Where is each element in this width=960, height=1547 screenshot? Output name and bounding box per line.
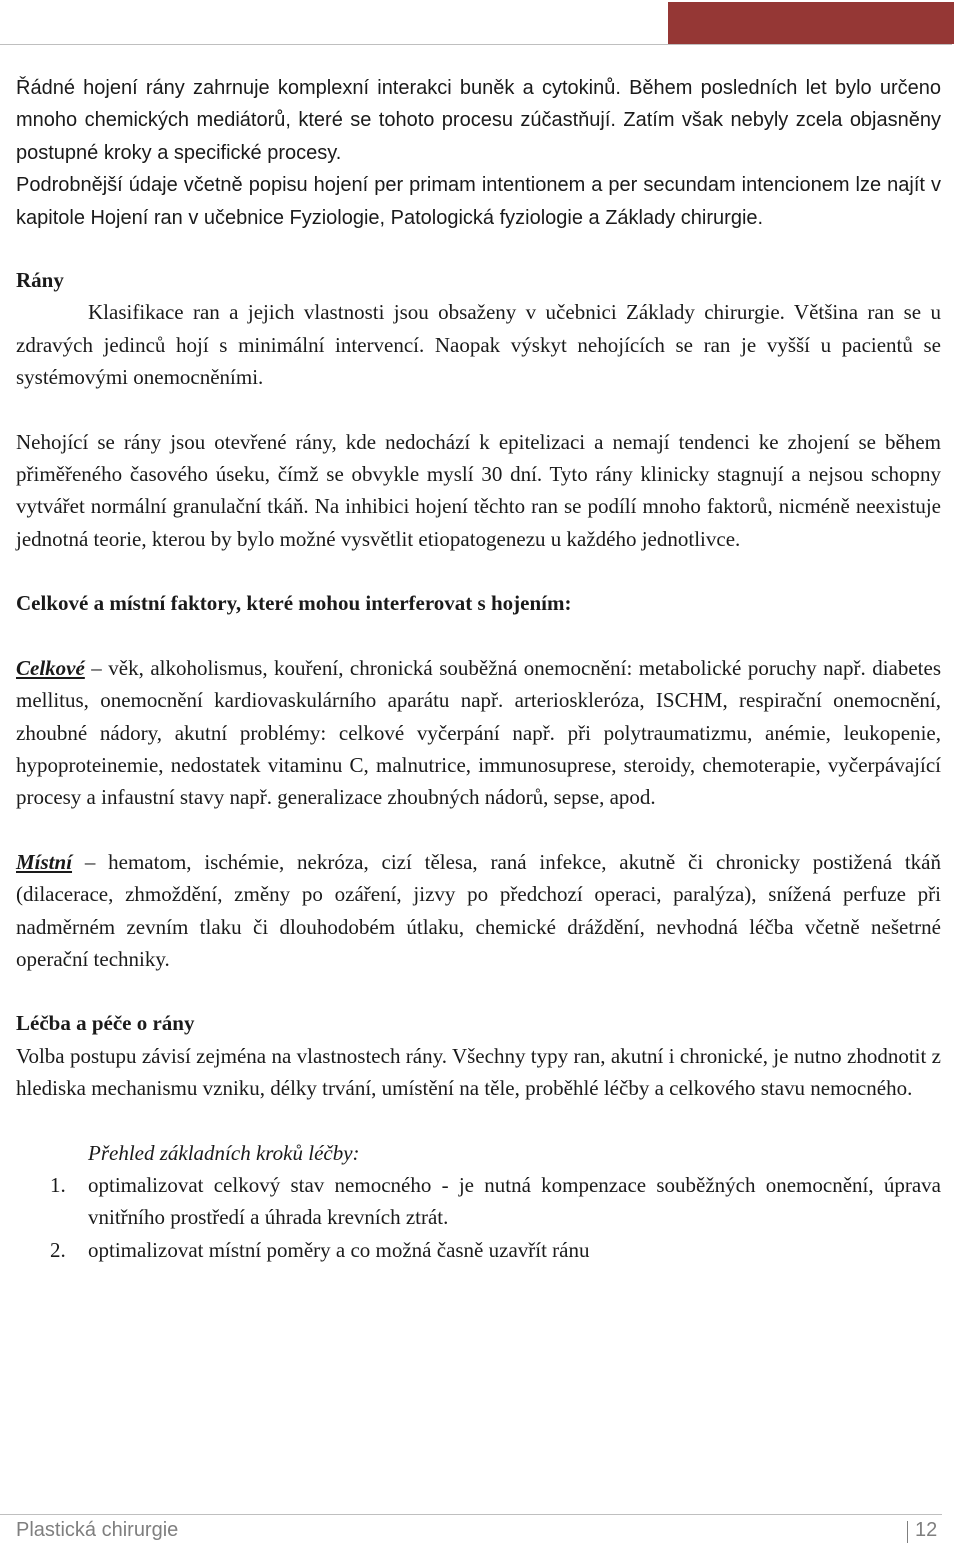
section-heading-faktory: Celkové a místní faktory, které mohou interferovat s hojením: — [16, 591, 572, 616]
footer-rule — [0, 1514, 942, 1515]
page-number: 12 — [915, 1519, 938, 1541]
nehojici-paragraph: Nehojící se rány jsou otevřené rány, kde nedochází k epitelizaci a nemají tendenci ke zhojení se během přiměřeného časového úseku, čímž se obvykle myslí 30 dní. Tyto rány klinicky stagnují a nejsou schopny vytvářet normální granulační tkáň. Na inhibici hojení těchto ran se podílí mnoho faktorů, nicméně neexistuje jednotná teorie, kterou by bylo možné vysvětlit etiopatogenezu u každého jednotlivce. — [16, 429, 941, 551]
rany-paragraph: Klasifikace ran a jejich vlastnosti jsou obsaženy v učebnici Základy chirurgie. Většina ran se u zdravých jedinců hojí s minimální intervencí. Naopak výskyt nehojících se ran je vyšší u pacientů se systémovými onemocněními. — [16, 300, 941, 390]
steps-list — [16, 1169, 941, 1266]
list-item-text: optimalizovat místní poměry a co možná časně uzavřít ránu — [88, 1237, 590, 1262]
mistni-text: – hematom, ischémie, nekróza, cizí tělesa, raná infekce, akutně či chronicky postižená tkáň (dilacerace, zhmoždění, změny po ozáření, jizvy po předchozí operaci, paralýza), snížená perfuze při nadměrném zevním tlaku či dlouhodobém útlaku, chemické dráždění, nevhodná léčba včetně nešetrné operační techniky. — [16, 849, 941, 971]
intro-details-paragraph: Podrobnější údaje včetně popisu hojení per primam intentionem a per secundam intencionem lze najít v kapitole Hojení ran v učebnice Fyziologie, Patologická fyziologie a Základy chirurgie. — [16, 174, 941, 229]
celkove-paragraph — [16, 652, 941, 814]
page-content — [16, 72, 941, 1266]
header-rule — [0, 44, 952, 45]
list-item-number: 1. — [50, 1172, 66, 1197]
header-accent-block — [668, 2, 954, 44]
list-item-number: 2. — [50, 1237, 66, 1262]
lecba-paragraph: Volba postupu závisí zejména na vlastnostech rány. Všechny typy ran, akutní i chronické, je nutno zhodnotit z hlediska mechanismu vzniku, délky trvání, umístění na těle, proběhlé léčby a celkového stavu nemocného. — [16, 1043, 941, 1101]
intro-paragraph: Řádné hojení rány zahrnuje komplexní interakci buněk a cytokinů. Během posledních let bylo určeno mnoho chemických mediátorů, které se tohoto procesu zúčastňují. Zatím však nebyly zcela objasněny postupné kroky a specifické procesy. — [16, 77, 941, 164]
celkove-text: – věk, alkoholismus, kouření, chronická souběžná onemocnění: metabolické poruchy např. diabetes mellitus, onemocnění kardiovaskulárního aparátu např. arterioskleróza, ISCHM, respirační onemocnění, zhoubné nádory, akutní problémy: celkové vyčerpání např. při polytraumatizmu, anémie, leukopenie, hypoproteinemie, nedostatek vitaminu C, malnutrice, immunosuprese, steroidy, chemoterapie, vyčerpávající procesy a infaustní stavy např. generalizace zhoubných nádorů, sepse, apod. — [16, 655, 941, 810]
footer-separator — [907, 1521, 908, 1543]
list-item — [16, 1234, 941, 1266]
overview-title: Přehled základních kroků léčby: — [88, 1140, 360, 1165]
footer-title: Plastická chirurgie — [16, 1519, 179, 1541]
mistni-term: Místní — [16, 849, 73, 874]
list-item-text: optimalizovat celkový stav nemocného - je nutná kompenzace souběžných onemocnění, úprava vnitřního prostředí a úhrada krevních ztrát. — [88, 1172, 941, 1230]
section-heading-rany: Rány — [16, 268, 64, 293]
section-heading-lecba: Léčba a péče o rány — [16, 1011, 195, 1036]
mistni-paragraph — [16, 846, 941, 976]
celkove-term: Celkové — [16, 655, 85, 680]
list-item — [16, 1169, 941, 1234]
